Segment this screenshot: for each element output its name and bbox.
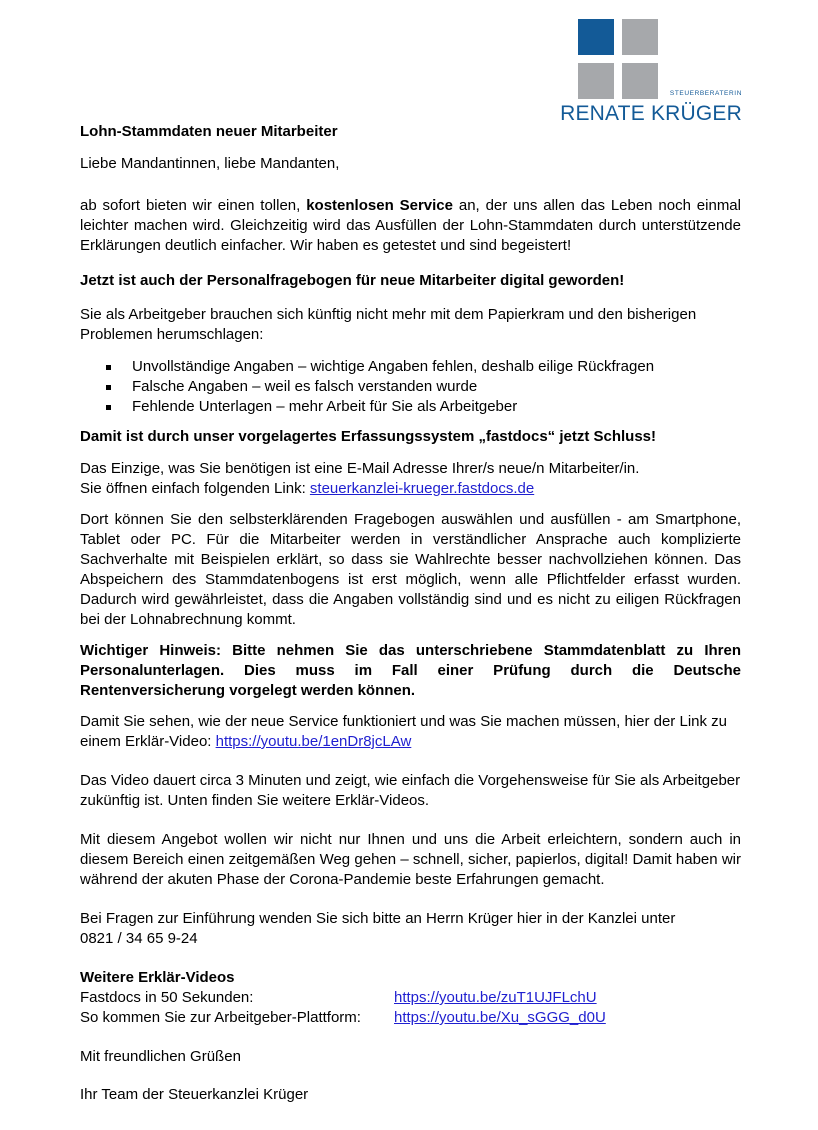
letter-title: Lohn-Stammdaten neuer Mitarbeiter (80, 123, 338, 140)
important-notice: Wichtiger Hinweis: Bitte nehmen Sie das unterschriebene Stammdatenblatt zu Ihren Personalunterlagen. Dies muss im Fall einer Prüfung durch die Deutsche Rentenversicherung vorgelegt werden können. (80, 642, 741, 699)
more-videos-section (80, 968, 741, 1028)
logo-subtitle: STEUERBERATERIN (669, 90, 742, 97)
video-link[interactable]: https://youtu.be/1enDr8jcLAw (215, 733, 412, 750)
logo-square-gray (622, 19, 658, 55)
intro-paragraph (80, 196, 741, 256)
company-logo (560, 19, 742, 131)
logo-square-gray (622, 63, 658, 99)
dort-paragraph: Dort können Sie den selbsterklärenden Fragebogen auswählen und ausfüllen - am Smartphone, Tablet oder PC. Für die Mitarbeiter werden in verständlicher Ansprache auch komplizierte Sachverhalte mit Beispielen erklärt, so dass sie Wahlrechte besser nachvollziehen können. Das Abspeichern des Stammdatenbogens ist erst möglich, wenn alle Pflichtfelder erfasst wurden. Dadurch wird gewährleistet, dass die Angaben vollständig sind und es nicht zu eiligen Rückfragen bei der Lohnabrechnung kommt. (80, 511, 741, 628)
more-videos-heading: Weitere Erklär-Videos (80, 969, 235, 986)
intro-text: an, der uns allen das Leben noch einmal leichter machen wird. Gleichzeitig wird das Ausfüllen der Lohn-Stammdaten durch unterstützende Erklärungen deutlich einfacher. Wir haben es getestet und sind begeistert! (80, 197, 741, 254)
email-info (80, 459, 741, 499)
email-line: Das Einzige, was Sie benötigen ist eine E-Mail Adresse Ihrer/s neue/n Mitarbeiter/in. (80, 460, 640, 477)
contact-info (80, 909, 741, 949)
fastdocs-link[interactable]: steuerkanzlei-krueger.fastdocs.de (309, 480, 535, 497)
paper-intro: Sie als Arbeitgeber brauchen sich künftig nicht mehr mit dem Papierkram und den bisherigen Problemen herumschlagen: (80, 306, 697, 343)
letter-body (80, 120, 741, 1105)
problem-list (80, 357, 741, 417)
video-url-link[interactable]: https://youtu.be/zuT1UJFLchU (394, 989, 597, 1006)
video-row (80, 1008, 741, 1028)
list-item: Fehlende Unterlagen – mehr Arbeit für Sie als Arbeitgeber (104, 397, 741, 417)
intro-text: ab sofort bieten wir einen tollen, (80, 197, 301, 214)
signature: Ihr Team der Steuerkanzlei Krüger (80, 1086, 309, 1103)
phone-number: 0821 / 34 65 9-24 (80, 930, 198, 947)
video-row (80, 988, 741, 1008)
contact-line: Bei Fragen zur Einführung wenden Sie sich bitte an Herrn Krüger hier in der Kanzlei unter (80, 910, 676, 927)
video-url-link[interactable]: https://youtu.be/Xu_sGGG_d0U (394, 1009, 606, 1026)
greeting: Liebe Mandantinnen, liebe Mandanten, (80, 155, 340, 172)
link-line-text: Sie öffnen einfach folgenden Link: (80, 480, 306, 497)
list-item: Falsche Angaben – weil es falsch verstanden wurde (104, 377, 741, 397)
video-intro-text: Damit Sie sehen, wie der neue Service funktioniert und was Sie machen müssen, hier der Link zu einem Erklär-Video: (80, 713, 727, 750)
heading-digital: Jetzt ist auch der Personalfragebogen für neue Mitarbeiter digital geworden! (80, 272, 625, 289)
logo-square-gray (578, 63, 614, 99)
logo-name: RENATE KRÜGER (560, 102, 742, 125)
logo-square-blue (578, 19, 614, 55)
heading-fastdocs: Damit ist durch unser vorgelagertes Erfassungssystem „fastdocs“ jetzt Schluss! (80, 428, 657, 445)
intro-highlight: kostenlosen Service (306, 197, 453, 214)
video-intro (80, 712, 741, 752)
video-duration: Das Video dauert circa 3 Minuten und zeigt, wie einfach die Vorgehensweise für Sie als Arbeitgeber zukünftig ist. Unten finden Sie weitere Erklär-Videos. (80, 772, 741, 809)
closing: Mit freundlichen Grüßen (80, 1048, 241, 1065)
video-label: Fastdocs in 50 Sekunden: (80, 989, 254, 1006)
video-label: So kommen Sie zur Arbeitgeber-Plattform: (80, 1009, 361, 1026)
offer-paragraph: Mit diesem Angebot wollen wir nicht nur Ihnen und uns die Arbeit erleichtern, sondern auch in diesem Bereich einen zeitgemäßen Weg gehen – schnell, sicher, papierlos, digital! Damit haben wir während der akuten Phase der Corona-Pandemie beste Erfahrungen gemacht. (80, 831, 741, 888)
list-item: Unvollständige Angaben – wichtige Angaben fehlen, deshalb eilige Rückfragen (104, 357, 741, 377)
